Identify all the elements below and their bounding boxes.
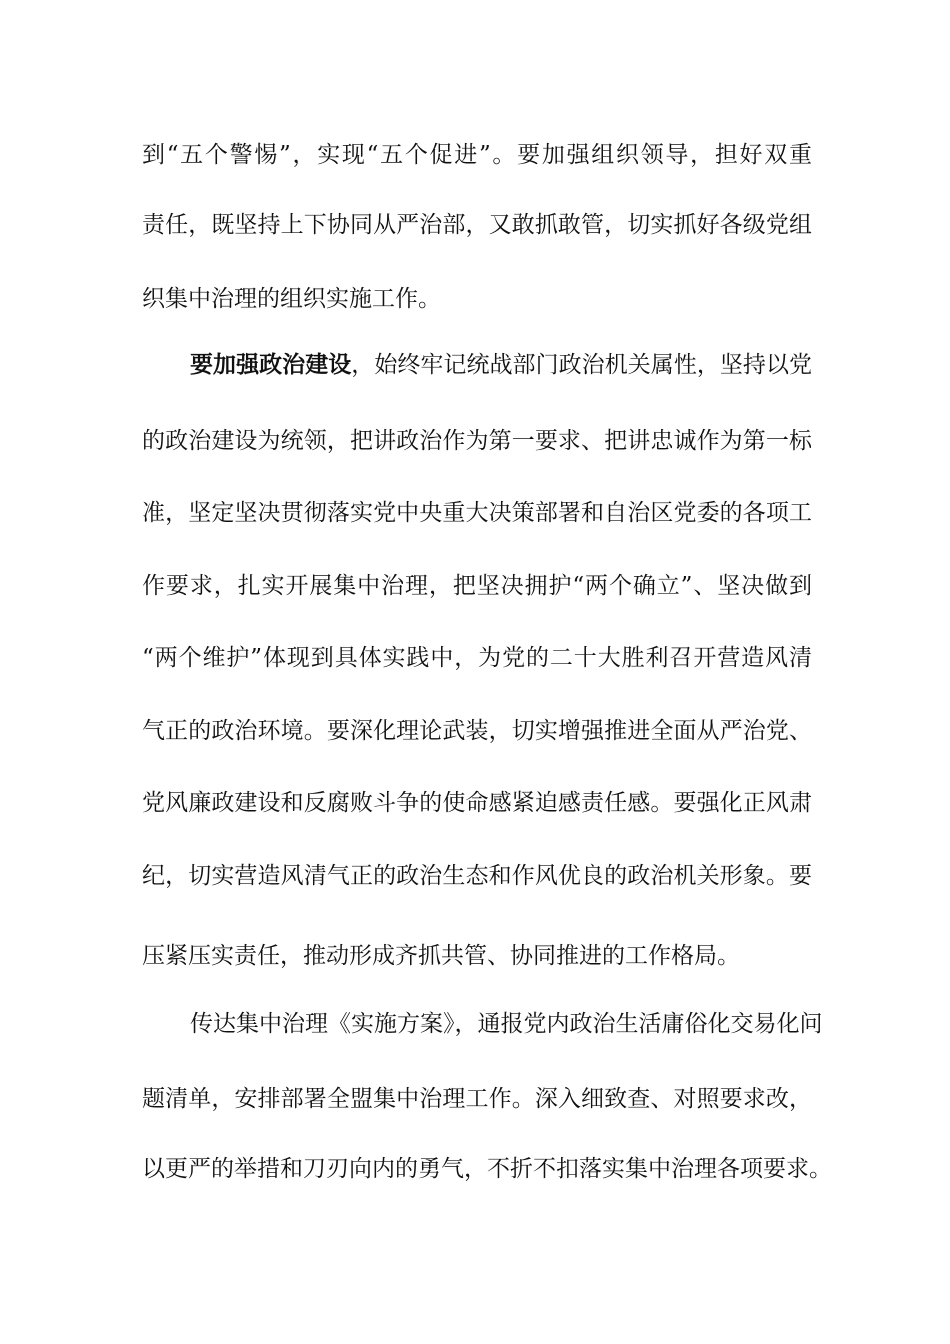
paragraph-1-line-2: 责任，既坚持上下协同从严治部，又敢抓敢管，切实抓好各级党组: [142, 212, 812, 238]
paragraph-2-line-4: 作要求，扎实开展集中治理，把坚决拥护“两个确立”、坚决做到: [142, 573, 812, 599]
paragraph-2-lead-rest: ，始终牢记统战部门政治机关属性，坚持以党: [351, 352, 813, 378]
paragraph-1-line-3: 织集中治理的组织实施工作。: [142, 286, 441, 312]
paragraph-2-line-8: 纪，切实营造风清气正的政治生态和作风优良的政治机关形象。要: [142, 863, 812, 889]
paragraph-2-line-5: “两个维护”体现到具体实践中，为党的二十大胜利召开营造风清: [142, 645, 812, 671]
paragraph-2-line-7: 党风廉政建设和反腐败斗争的使命感紧迫感责任感。要强化正风肃: [142, 790, 812, 816]
paragraph-1-line-1: 到“五个警惕”，实现“五个促进”。要加强组织领导，担好双重: [142, 142, 812, 168]
paragraph-3-line-2: 题清单，安排部署全盟集中治理工作。深入细致查、对照要求改，: [142, 1086, 812, 1112]
paragraph-2-bold-lead: 要加强政治建设: [190, 351, 352, 378]
paragraph-2-line-9: 压紧压实责任，推动形成齐抓共管、协同推进的工作格局。: [142, 943, 740, 969]
paragraph-3-line-1: 传达集中治理《实施方案》，通报党内政治生活庸俗化交易化问: [190, 1011, 823, 1037]
paragraph-2-line-1: [190, 349, 812, 381]
paragraph-2-line-3: 准，坚定坚决贯彻落实党中央重大决策部署和自治区党委的各项工: [142, 500, 812, 526]
paragraph-2-line-6: 气正的政治环境。要深化理论武装，切实增强推进全面从严治党、: [142, 718, 812, 744]
paragraph-2-line-2: 的政治建设为统领，把讲政治作为第一要求、把讲忠诚作为第一标: [142, 428, 812, 454]
paragraph-3-line-3: 以更严的举措和刀刃向内的勇气，不折不扣落实集中治理各项要求。: [142, 1156, 832, 1182]
